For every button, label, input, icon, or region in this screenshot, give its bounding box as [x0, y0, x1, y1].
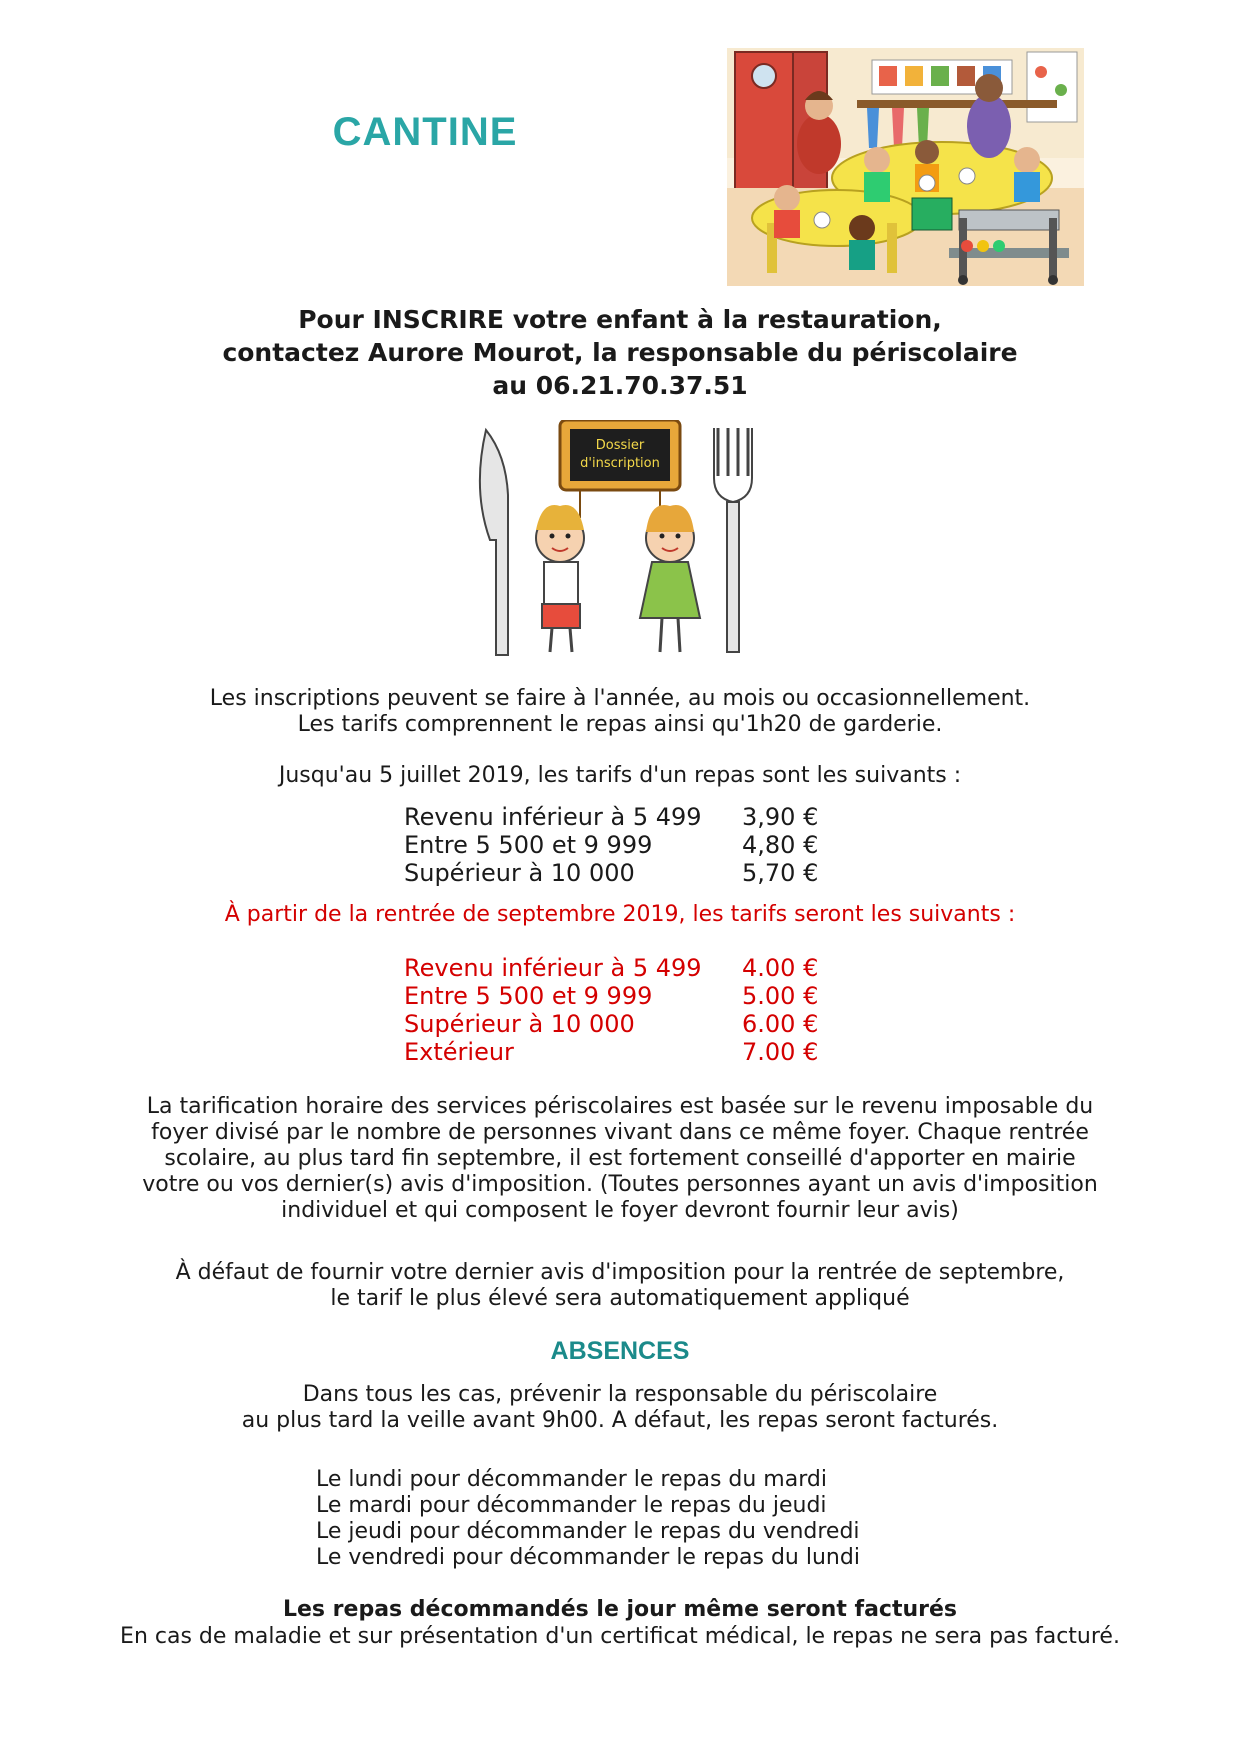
intro-line: Les inscriptions peuvent se faire à l'année, au mois ou occasionnellement. — [209, 686, 1031, 711]
rate-label: Entre 5 500 et 9 999 — [404, 831, 653, 859]
rate-price: 6.00 € — [742, 1010, 819, 1038]
absences-line: Dans tous les cas, prévenir la responsable du périscolaire — [302, 1382, 938, 1407]
default-line: le tarif le plus élevé sera automatiquement appliqué — [330, 1286, 910, 1311]
sign-text: Dossier — [595, 438, 645, 453]
schedule-item: Le lundi pour décommander le repas du mardi — [316, 1467, 827, 1492]
default-notice — [100, 1260, 1140, 1312]
sick-note: En cas de maladie et sur présentation d'un certificat médical, le repas ne sera pas facturé. — [120, 1624, 1120, 1649]
schedule-item: Le jeudi pour décommander le repas du vendredi — [316, 1519, 860, 1544]
sign-text: d'inscription — [580, 456, 660, 471]
billing-line: scolaire, au plus tard fin septembre, il est fortement conseillé d'apporter en mairie — [164, 1146, 1076, 1171]
inscription-block — [100, 303, 1140, 402]
page-title: CANTINE — [332, 110, 518, 154]
rate-price: 5,70 € — [742, 859, 819, 887]
billing-line: votre ou vos dernier(s) avis d'imposition. (Toutes personnes ayant un avis d'imposition — [142, 1172, 1098, 1197]
inscription-line: contactez Aurore Mourot, la responsable du périscolaire — [222, 338, 1018, 367]
current-rates-table — [404, 803, 884, 887]
billing-line: La tarification horaire des services périscolaires est basée sur le revenu imposable du — [146, 1094, 1094, 1119]
rate-row — [404, 859, 884, 887]
rate-label: Revenu inférieur à 5 499 — [404, 954, 702, 982]
canteen-illustration — [727, 48, 1084, 286]
rate-label: Entre 5 500 et 9 999 — [404, 982, 653, 1010]
absences-schedule — [316, 1467, 1016, 1571]
default-line: À défaut de fournir votre dernier avis d'imposition pour la rentrée de septembre, — [175, 1260, 1065, 1285]
rate-row — [404, 803, 884, 831]
schedule-item: Le vendredi pour décommander le repas du lundi — [316, 1545, 860, 1570]
same-day-note: Les repas décommandés le jour même seront facturés — [282, 1597, 958, 1622]
intro-line: Les tarifs comprennent le repas ainsi qu'1h20 de garderie. — [297, 712, 943, 737]
rate-row — [404, 954, 884, 982]
rate-row — [404, 982, 884, 1010]
rate-price: 5.00 € — [742, 982, 819, 1010]
rate-label: Extérieur — [404, 1038, 514, 1066]
absences-intro — [100, 1382, 1140, 1434]
billing-line: foyer divisé par le nombre de personnes vivant dans ce même foyer. Chaque rentrée — [151, 1120, 1089, 1145]
absences-title: ABSENCES — [550, 1337, 690, 1365]
rate-price: 3,90 € — [742, 803, 819, 831]
mascot-illustration — [470, 420, 770, 660]
billing-paragraph — [100, 1094, 1140, 1224]
rate-label: Supérieur à 10 000 — [404, 859, 635, 887]
absences-line: au plus tard la veille avant 9h00. A défaut, les repas seront facturés. — [241, 1408, 999, 1433]
rate-price: 4,80 € — [742, 831, 819, 859]
rate-label: Revenu inférieur à 5 499 — [404, 803, 702, 831]
rate-row — [404, 831, 884, 859]
rate-row — [404, 1038, 884, 1066]
rate-price: 7.00 € — [742, 1038, 819, 1066]
billing-line: individuel et qui composent le foyer devront fournir leur avis) — [281, 1198, 959, 1223]
rate-price: 4.00 € — [742, 954, 819, 982]
inscription-phone: au 06.21.70.37.51 — [492, 371, 748, 400]
schedule-item: Le mardi pour décommander le repas du jeudi — [316, 1493, 827, 1518]
new-rates-header: À partir de la rentrée de septembre 2019, les tarifs seront les suivants : — [224, 902, 1016, 927]
current-rates-header: Jusqu'au 5 juillet 2019, les tarifs d'un repas sont les suivants : — [278, 763, 962, 788]
rate-row — [404, 1010, 884, 1038]
inscription-line: Pour INSCRIRE votre enfant à la restauration, — [298, 305, 942, 334]
intro-text — [100, 686, 1140, 738]
rate-label: Supérieur à 10 000 — [404, 1010, 635, 1038]
new-rates-table — [404, 954, 884, 1066]
